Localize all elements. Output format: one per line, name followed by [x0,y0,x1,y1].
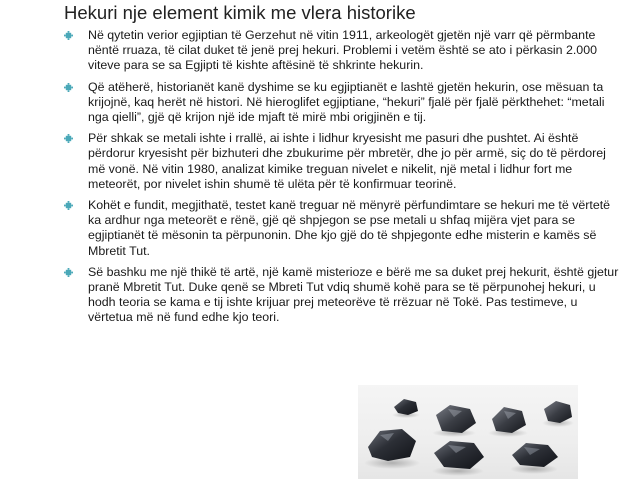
bullet-marker-icon [64,134,73,143]
bullet-marker-icon [64,201,73,210]
slide-title: Hekuri nje element kimik me vlera historike [64,2,416,23]
bullet-item [64,198,620,259]
bullet-item [64,265,620,326]
bullet-text: Kohët e fundit, megjithatë, testet kanë treguar në mënyrë përfundimtare se hekuri me të vërtetë ka ardhur nga meteorët e rënë, gjë që shpjegon se pse metali u shfaq mijëra vjet para se egjiptianët të mësonin ta përpunonin. Dhe kjo gjë do të shpjegonte edhe misterin e kamës së Mbretit Tut. [88,198,611,258]
bullet-text: Që atëherë, historianët kanë dyshime se ku egjiptianët e lashtë gjetën hekurin, ose mësuan ta krijojnë, kaq herët në histori. Në hieroglifet egjiptiane, “hekuri” fjalë për fjalë përkthehet: “metali nga qielli”, gjë që krijon një ide mjaft të mirë mbi origjinën e tij. [88,79,605,125]
bullet-marker-icon [64,83,73,92]
bullet-text: Së bashku me një thikë të artë, një kamë misterioze e bërë me sa duket prej hekurit, është gjetur pranë Mbretit Tut. Duke qenë se Mbreti Tut vdiq shumë kohë para se të përpunohej hekuri, u hodh teoria se kama e tij ishte krijuar prej meteorëve të rrëzuar në Tokë. Pas testimeve, u vërtetua më në fund edhe kjo teori. [88,264,619,325]
bullet-item [64,28,620,74]
bullet-marker-icon [64,268,73,277]
meteorite-fragments-illustration [358,385,578,479]
bullet-list [64,28,620,332]
bullet-item [64,80,620,126]
bullet-item [64,131,620,192]
bullet-text: Për shkak se metali ishte i rrallë, ai ishte i lidhur kryesisht me pasuri dhe pushtet. Ai është përdorur kryesisht për bizhuteri dhe zbukurime për mbretër, dhe jo për armë, siç do të përdorej më vonë. Në vitin 1980, analizat kimike treguan nivelet e nikelit, një metal i lidhur fort me meteorët, por nivelet ishin shumë të ulëta për të konfirmuar teorinë. [88,131,606,191]
meteorite-fragments-image [358,385,578,479]
bullet-text: Në qytetin verior egjiptian të Gerzehut në vitin 1911, arkeologët gjetën një varr që përmbante nëntë rruaza, të cilat duket të jenë prej hekuri. Problemi i vetëm është se ato i përkasin 2.000 viteve para se sa Egjipti të kishte aftësinë të shkrinte hekurin. [88,28,597,73]
bullet-marker-icon [64,31,73,40]
